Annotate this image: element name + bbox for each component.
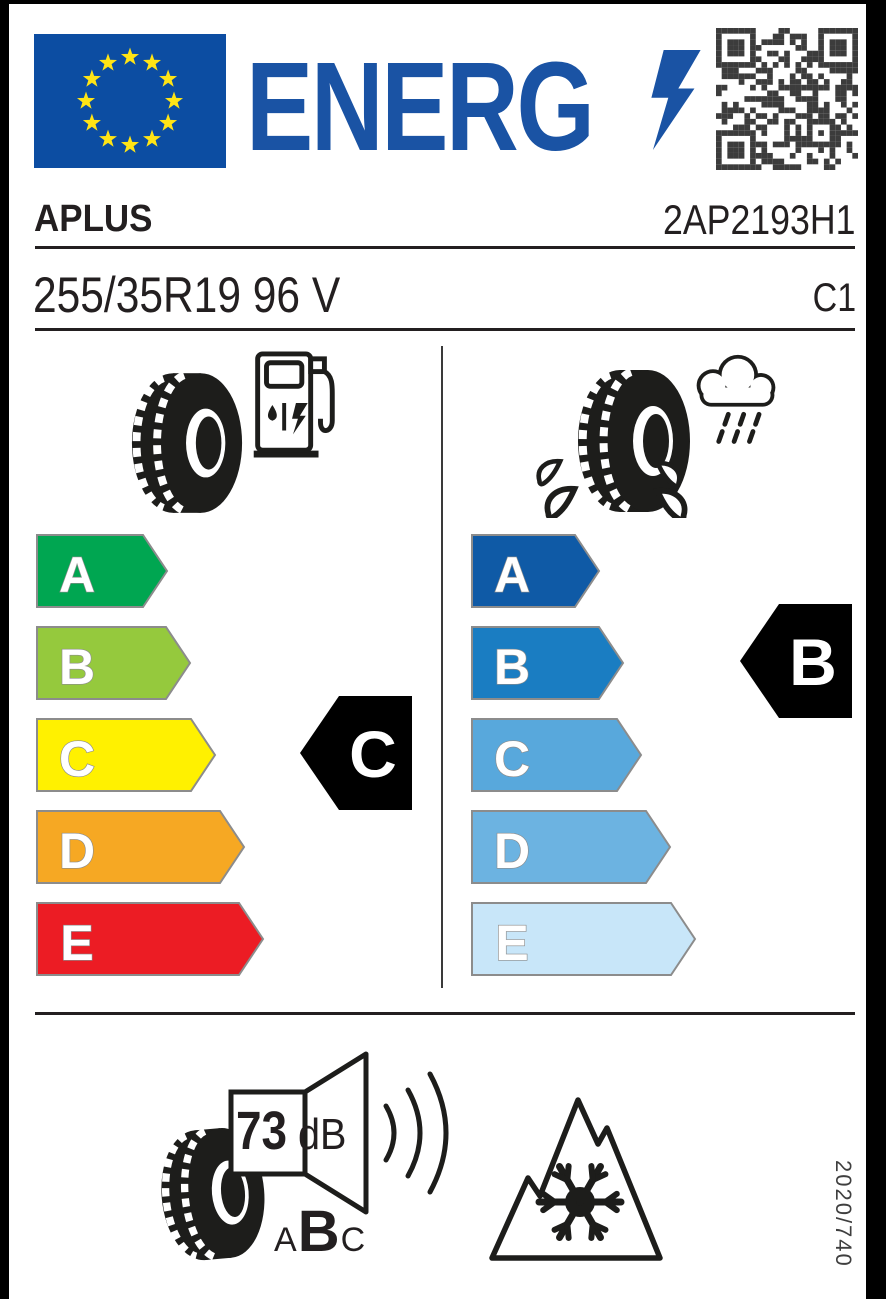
noise-db-number: 73 — [236, 1101, 288, 1161]
fuel-efficiency-grade-D — [35, 809, 246, 885]
wet-grip-rating-indicator — [740, 604, 852, 718]
fuel-efficiency-grade-C — [35, 717, 217, 793]
noise-class-letters — [274, 1198, 365, 1264]
wet-grip-grade-C — [470, 717, 643, 793]
fuel-efficiency-grade-E — [35, 901, 265, 977]
svg-text:B: B — [493, 639, 531, 695]
wet-grip-grade-D — [470, 809, 672, 885]
fuel-efficiency-grade-A — [35, 533, 169, 609]
noise-class-c: C — [340, 1221, 366, 1259]
alpine-snowflake-icon — [486, 1090, 666, 1268]
tire-class: C1 — [812, 276, 856, 320]
energy-logo — [246, 36, 679, 177]
svg-text:C: C — [58, 731, 96, 787]
fuel-efficiency-grade-B — [35, 625, 192, 701]
svg-text:C: C — [349, 717, 397, 791]
svg-text:A: A — [493, 547, 531, 603]
noise-class-a: A — [274, 1221, 297, 1259]
svg-text:E: E — [60, 915, 94, 971]
wet-grip-grade-A — [470, 533, 601, 609]
regulation-number: 2020/740 — [831, 1160, 856, 1268]
qr-code — [716, 28, 858, 170]
brand-name: APLUS — [34, 198, 153, 240]
rain-cloud-icon — [688, 348, 784, 473]
fuel-efficiency-rating-indicator — [300, 696, 412, 810]
rule-above-footer — [35, 1012, 855, 1015]
svg-text:B: B — [789, 625, 837, 699]
svg-text:D: D — [58, 823, 96, 879]
lightning-bolt-icon — [650, 50, 702, 150]
wet-grip-grade-E — [470, 901, 697, 977]
tire-icon-right-with-splashes — [536, 366, 710, 518]
sound-waves-icon — [386, 1074, 446, 1192]
model-code: 2AP2193H1 — [663, 196, 856, 243]
noise-level — [236, 1100, 352, 1162]
frame-right — [866, 0, 886, 1299]
noise-db-unit: dB — [298, 1110, 347, 1159]
scales-divider — [441, 346, 443, 988]
svg-text:C: C — [493, 731, 531, 787]
noise-class-b-highlighted: B — [297, 1199, 340, 1264]
rule-under-brand — [35, 246, 855, 249]
fuel-pump-icon — [250, 350, 336, 458]
tire-dimensions: 255/35R19 96 V — [33, 267, 341, 323]
eu-flag — [34, 34, 226, 168]
energy-logo-text: ENERG — [246, 36, 593, 177]
svg-text:E: E — [495, 915, 529, 971]
svg-text:B: B — [58, 639, 96, 695]
frame-left — [0, 0, 9, 1299]
svg-text:D: D — [493, 823, 531, 879]
rule-under-size — [35, 328, 855, 331]
svg-text:A: A — [58, 547, 96, 603]
tire-icon-left — [128, 366, 246, 522]
wet-grip-grade-B — [470, 625, 625, 701]
frame-top — [0, 0, 886, 4]
